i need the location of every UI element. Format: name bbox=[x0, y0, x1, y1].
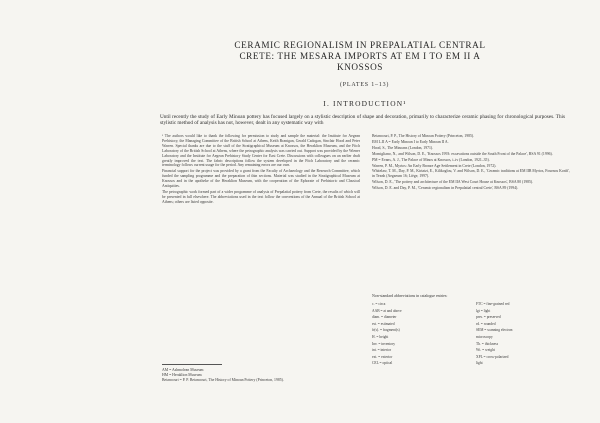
article-title bbox=[160, 40, 560, 73]
left-paragraph: The petrographic work formed part of a wider programme of analysis of Prepalatial pottery from Crete, the results of which will be presented in full elsewhere. The abbreviations used in the text follow the conventions of the Annual of the British School at Athens; others are listed opposite. bbox=[162, 189, 360, 204]
abbreviation-item: microscopy bbox=[476, 334, 493, 339]
abbreviation-item: rd. = rounded bbox=[476, 321, 496, 326]
abbreviation-item: CEL = optical bbox=[372, 361, 393, 366]
left-paragraph: ¹ The authors would like to thank the following for permission to study and sample the material: the Institute for Aegean Prehistory, the Managing Committee of the British School at Athens, Keith Branigan, Gerald Cadogan, Sinclair Hood and Peter Warren. Special thanks are due to the staff of the Stratigraphical Museum at Knossos, the Heraklion Museum, and the Fitch Laboratory of the British School at Athens, where the petrographic analysis was carried out. Support was provided by the Wiener Laboratory and the Institute for Aegean Prehistory Study Center for East Crete. Discussions with colleagues on an earlier draft greatly improved the text. The fabric descriptions follow the system developed in the Fitch Laboratory and the ceramic terminology follows current usage for the period. Any remaining errors are our own. bbox=[162, 134, 360, 168]
abbreviation-item: diam. = diameter bbox=[372, 315, 397, 320]
abbreviation-item: Th. = thickness bbox=[476, 341, 499, 346]
bibliography-entry: Hood, S., The Minoans (London, 1971). bbox=[372, 145, 434, 150]
bibliography-entry: Wilson, D. E., 'The pottery and architecture of the EM IIA West Court House at Knossos', BSA 80 (1985). bbox=[372, 180, 534, 185]
abbreviation-item: FTC = fine-grained red bbox=[476, 302, 510, 306]
plates-reference: (PLATES 1–13) bbox=[340, 82, 390, 88]
left-column bbox=[162, 134, 360, 366]
bibliography-entry: Betancourt, P. P., The History of Minoan Pottery (Princeton, 1985). bbox=[372, 134, 475, 138]
abbreviation-item: est. = estimated bbox=[372, 321, 395, 326]
abbreviation-item: lgt = light bbox=[476, 308, 491, 313]
footnote-line: Betancourt = P. P. Betancourt, The History of Minoan Pottery (Princeton, 1985). bbox=[162, 377, 284, 382]
title-line-3: KNOSSOS bbox=[336, 62, 384, 72]
bibliography-entry: Momigliano, N., and Wilson, D. E., 'Knossos 1993: excavations outside the South Front of the Palace', BSA 91 (1996). bbox=[372, 151, 553, 156]
section-heading: I. INTRODUCTION¹ bbox=[323, 99, 407, 108]
footnote-line: AM = Ashmolean Museum bbox=[162, 368, 204, 372]
bibliography-entry: Wilson, D. E. and Day, P. M., 'Ceramic regionalism in Prepalatial central Crete', BSA 89 (1994). bbox=[372, 186, 519, 191]
bibliography-entry: PM = Evans, A. J., The Palace of Minos at Knossos, i–iv (London, 1921–35). bbox=[372, 157, 490, 162]
left-paragraph: Financial support for the project was provided by a grant from the Faculty of Archaeology and the Research Committee, which funded the sampling programme and the preparation of thin sections. Material was studied in the Stratigraphical Museum at Knossos and in the apotheke of the Heraklion Museum, with the cooperation of the Ephorate of Prehistoric and Classical Antiquities. bbox=[162, 169, 360, 189]
bibliography-entry: EM I–II A = Early Minoan I to Early Minoan II A. bbox=[372, 139, 449, 144]
footnotes bbox=[162, 368, 362, 382]
abbreviations-heading: Non-standard abbreviations in catalogue entries: bbox=[372, 294, 448, 298]
abbreviation-item: pres. = preserved bbox=[476, 315, 501, 320]
abbreviation-item: c. = circa bbox=[372, 302, 386, 306]
abbreviation-item: int. = interior bbox=[372, 348, 392, 353]
abbreviation-item: ext. = exterior bbox=[372, 354, 393, 359]
abbreviation-item: fr(s). = fragment(s) bbox=[372, 328, 400, 333]
title-line-2: CRETE: THE MESARA IMPORTS AT EM I TO EM II A bbox=[239, 51, 481, 61]
abbreviation-item: Inv. = inventory bbox=[372, 341, 396, 346]
intro-paragraph: Until recently the study of Early Minoan pottery has focused largely on a stylistic description of shape and decoration, primarily to characterize ceramic phasing for chronological purposes. This stylistic method of analysis has not, however, dealt in any systematic way with bbox=[160, 114, 565, 127]
abbreviation-item: Wt. = weight bbox=[476, 348, 495, 353]
right-column-bibliography bbox=[372, 134, 570, 284]
abbreviation-item: XPL = cross-polarized bbox=[476, 354, 509, 359]
bibliography-entry: Whitelaw, T. M., Day, P. M., Kiriatzi, E., Kilikoglou, V. and Wilson, D. E., 'Ceramic traditions at EM IIB Myrtos, Fournou Korifi', in Texnh (Aegaeum 16; Liège, 1997). bbox=[372, 169, 570, 179]
abbreviation-item: AAB = at and above bbox=[372, 308, 402, 313]
abbreviation-item: H. = height bbox=[372, 334, 389, 339]
abbreviation-item: SEM = scanning electron bbox=[476, 328, 513, 333]
footnote-line: HM = Heraklion Museum bbox=[162, 372, 202, 377]
bibliography-entry: Warren, P. M., Myrtos: An Early Bronze Age Settlement in Crete (London, 1972). bbox=[372, 163, 497, 168]
footnote-divider bbox=[162, 364, 222, 365]
abbreviation-item: light bbox=[476, 361, 483, 366]
abbreviations-list bbox=[372, 302, 570, 368]
title-line-1: CERAMIC REGIONALISM IN PREPALATIAL CENTRAL bbox=[234, 40, 486, 50]
